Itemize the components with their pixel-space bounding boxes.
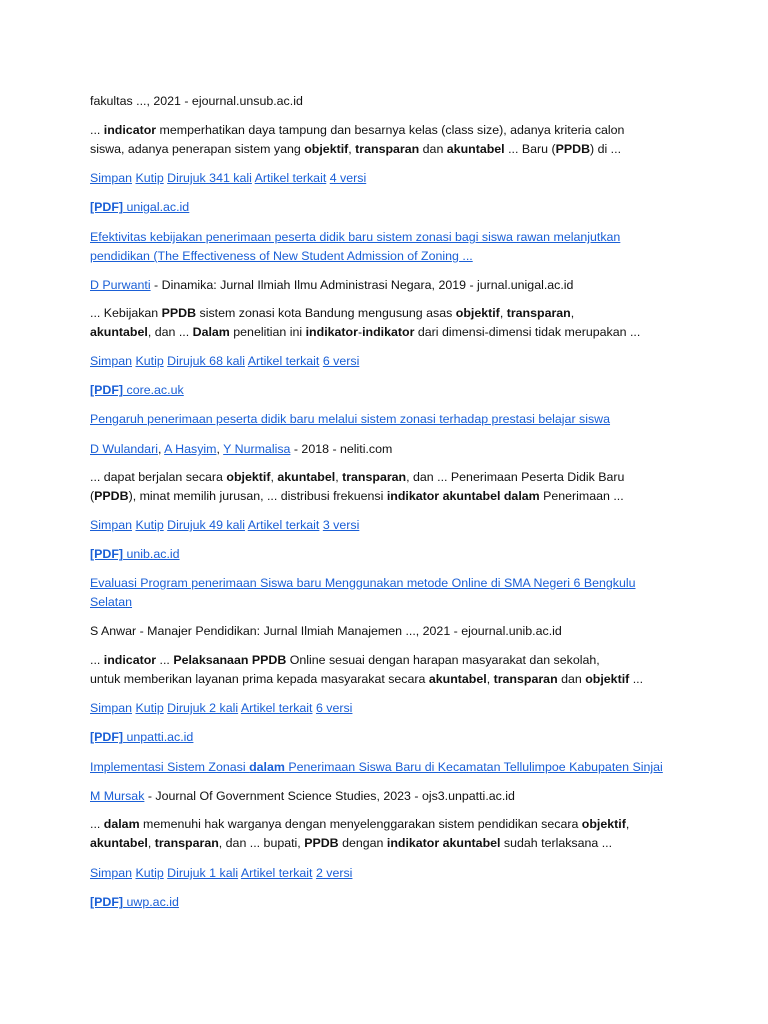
highlight-term: akuntabel <box>428 672 487 686</box>
highlight-term: objektif <box>226 470 271 484</box>
highlight-term: akuntabel <box>277 470 336 484</box>
pdf-link[interactable] <box>90 728 193 747</box>
result-title[interactable] <box>90 228 620 247</box>
text-segment: , <box>147 836 155 850</box>
save-link[interactable]: Simpan <box>90 866 133 880</box>
author-name: S Anwar <box>90 624 137 638</box>
text-segment: sudah terlaksana ... <box>500 836 613 850</box>
cited-by-link[interactable]: Dirujuk 341 kali <box>167 171 252 185</box>
result-title[interactable] <box>90 574 636 593</box>
result-snippet <box>90 834 612 853</box>
pdf-link[interactable] <box>90 545 180 564</box>
result-title-segment[interactable]: Selatan <box>90 595 133 609</box>
versions-link[interactable]: 6 versi <box>322 354 360 368</box>
text-segment: ( <box>90 489 95 503</box>
text-segment: dengan <box>338 836 387 850</box>
result-snippet <box>90 670 643 689</box>
text-segment: memperhatikan daya tampung dan besarnya kelas (class size), adanya kriteria calon <box>156 123 625 137</box>
result-title-segment[interactable]: Evaluasi Program penerimaan Siswa baru Menggunakan metode Online di SMA Negeri 6 Bengkulu <box>90 576 636 590</box>
result-snippet <box>90 323 640 342</box>
text-segment: , <box>348 142 356 156</box>
text-segment: ... <box>629 672 644 686</box>
text-segment: siswa, adanya penerapan sistem yang <box>90 142 305 156</box>
related-articles-link[interactable]: Artikel terkait <box>247 354 320 368</box>
result-actions <box>90 352 359 371</box>
pdf-source[interactable]: uwp.ac.id <box>126 895 179 909</box>
result-actions <box>90 864 352 883</box>
highlight-term: transparan <box>493 672 558 686</box>
cite-link[interactable]: Kutip <box>135 518 164 532</box>
result-meta <box>90 622 562 641</box>
pdf-link[interactable] <box>90 381 184 400</box>
result-snippet <box>90 468 624 487</box>
cited-by-link[interactable]: Dirujuk 1 kali <box>167 866 239 880</box>
result-title-segment[interactable]: Pengaruh penerimaan peserta didik baru melalui sistem zonasi terhadap prestasi belajar siswa <box>90 412 611 426</box>
text-segment: ... <box>90 817 104 831</box>
text-segment: sistem zonasi kota Bandung mengusung asas <box>196 306 456 320</box>
text-segment: , <box>625 817 630 831</box>
highlight-term: objektif <box>304 142 349 156</box>
result-actions <box>90 169 366 188</box>
text-segment: ) di ... <box>590 142 622 156</box>
result-meta <box>90 92 303 111</box>
text-segment: , dan ... Penerimaan Peserta Didik Baru <box>406 470 625 484</box>
pdf-tag[interactable]: [PDF] <box>90 895 124 909</box>
highlight-term: akuntabel <box>90 325 148 339</box>
highlight-term: objektif <box>455 306 500 320</box>
highlight-term: indikator <box>305 325 358 339</box>
publication-info: - Manajer Pendidikan: Jurnal Ilmiah Manajemen ..., 2021 - ejournal.unib.ac.id <box>136 624 562 638</box>
text-segment: ... <box>156 653 174 667</box>
pdf-tag[interactable]: [PDF] <box>90 383 124 397</box>
text-segment: ... <box>90 123 104 137</box>
text-segment: Penerimaan ... <box>539 489 624 503</box>
result-snippet <box>90 487 624 506</box>
pdf-tag[interactable]: [PDF] <box>90 547 124 561</box>
result-title-segment[interactable]: dalam <box>249 760 285 774</box>
pdf-source[interactable]: unpatti.ac.id <box>126 730 194 744</box>
result-meta <box>90 787 515 806</box>
text-segment: - <box>357 325 363 339</box>
author-link[interactable]: A Hasyim <box>164 442 217 456</box>
versions-link[interactable]: 3 versi <box>322 518 360 532</box>
author-link[interactable]: Y Nurmalisa <box>223 442 291 456</box>
result-snippet <box>90 815 629 834</box>
highlight-term: akuntabel <box>90 836 148 850</box>
text-segment: ... Baru ( <box>504 142 556 156</box>
text-segment: dan <box>557 672 586 686</box>
result-actions <box>90 699 352 718</box>
versions-link[interactable]: 2 versi <box>315 866 353 880</box>
cited-by-link[interactable]: Dirujuk 2 kali <box>167 701 239 715</box>
cite-link[interactable]: Kutip <box>135 866 164 880</box>
author-link[interactable]: M Mursak <box>90 789 145 803</box>
text-segment: Online sesuai dengan harapan masyarakat dan sekolah, <box>286 653 600 667</box>
cited-by-link[interactable]: Dirujuk 68 kali <box>167 354 245 368</box>
highlight-term: PPDB <box>94 489 129 503</box>
save-link[interactable]: Simpan <box>90 518 133 532</box>
pdf-source[interactable]: unigal.ac.id <box>126 200 190 214</box>
result-snippet <box>90 121 624 140</box>
text-segment: , <box>499 306 507 320</box>
text-segment: ... <box>90 653 104 667</box>
related-articles-link[interactable]: Artikel terkait <box>240 701 313 715</box>
highlight-term: PPDB <box>304 836 339 850</box>
highlight-term: PPDB <box>161 306 197 320</box>
pdf-link[interactable] <box>90 893 179 912</box>
text-segment: , <box>570 306 575 320</box>
related-articles-link[interactable]: Artikel terkait <box>247 518 320 532</box>
highlight-term: transparan <box>506 306 571 320</box>
publication-info: - Dinamika: Jurnal Ilmiah Ilmu Administrasi Negara, 2019 - jurnal.unigal.ac.id <box>150 278 574 292</box>
highlight-term: dalam <box>103 817 140 831</box>
result-title-segment[interactable]: Efektivitas kebijakan penerimaan peserta didik baru sistem zonasi bagi siswa rawan melanjutkan <box>90 230 621 244</box>
result-title-segment[interactable]: pendidikan (The Effectiveness of New Student Admission of Zoning ... <box>90 249 473 263</box>
publication-info: - 2018 - neliti.com <box>290 442 393 456</box>
related-articles-link[interactable]: Artikel terkait <box>240 866 313 880</box>
author-name: , <box>216 442 224 456</box>
author-name: , <box>157 442 165 456</box>
versions-link[interactable]: 4 versi <box>329 171 367 185</box>
highlight-term: PPDB <box>555 142 591 156</box>
save-link[interactable]: Simpan <box>90 354 133 368</box>
result-snippet <box>90 140 621 159</box>
cite-link[interactable]: Kutip <box>135 701 164 715</box>
versions-link[interactable]: 6 versi <box>315 701 353 715</box>
pdf-link[interactable] <box>90 198 189 217</box>
cite-link[interactable]: Kutip <box>135 171 164 185</box>
result-snippet <box>90 651 600 670</box>
pdf-source[interactable]: core.ac.uk <box>126 383 184 397</box>
cite-link[interactable]: Kutip <box>135 354 164 368</box>
highlight-term: indikator akuntabel dalam <box>386 489 540 503</box>
highlight-term: Dalam <box>192 325 230 339</box>
text-segment: , <box>486 672 494 686</box>
result-title-segment[interactable]: Penerimaan Siswa Baru di Kecamatan Tellulimpoe Kabupaten Sinjai <box>284 760 663 774</box>
highlight-term: Pelaksanaan PPDB <box>173 653 287 667</box>
save-link[interactable]: Simpan <box>90 171 133 185</box>
cited-by-link[interactable]: Dirujuk 49 kali <box>167 518 245 532</box>
text-segment: , dan ... bupati, <box>218 836 305 850</box>
text-segment: dan <box>419 142 447 156</box>
result-meta <box>90 440 392 459</box>
save-link[interactable]: Simpan <box>90 701 133 715</box>
text-segment: penelitian ini <box>229 325 306 339</box>
result-title[interactable] <box>90 410 610 429</box>
pdf-source[interactable]: unib.ac.id <box>126 547 180 561</box>
pdf-tag[interactable]: [PDF] <box>90 730 124 744</box>
result-title[interactable] <box>90 758 663 777</box>
text-segment: ... dapat berjalan secara <box>90 470 227 484</box>
highlight-term: indicator <box>103 123 157 137</box>
highlight-term: indikator akuntabel <box>386 836 501 850</box>
author-link[interactable]: D Wulandari <box>90 442 158 456</box>
publication-info: fakultas ..., 2021 - ejournal.unsub.ac.id <box>90 94 303 108</box>
author-link[interactable]: D Purwanti <box>90 278 151 292</box>
related-articles-link[interactable]: Artikel terkait <box>254 171 327 185</box>
text-segment: dari dimensi-dimensi tidak merupakan ... <box>414 325 641 339</box>
text-segment: , dan ... <box>147 325 193 339</box>
text-segment: untuk memberikan layanan prima kepada masyarakat secara <box>90 672 429 686</box>
result-meta <box>90 276 573 295</box>
highlight-term: transparan <box>355 142 420 156</box>
text-segment: memenuhi hak warganya dengan menyelenggarakan sistem pendidikan secara <box>139 817 582 831</box>
result-title[interactable] <box>90 593 132 612</box>
highlight-term: objektif <box>581 817 626 831</box>
highlight-term: indicator <box>103 653 157 667</box>
publication-info: - Journal Of Government Science Studies, 2023 - ojs3.unpatti.ac.id <box>144 789 515 803</box>
highlight-term: transparan <box>154 836 219 850</box>
highlight-term: akuntabel <box>446 142 505 156</box>
pdf-tag[interactable]: [PDF] <box>90 200 124 214</box>
text-segment: , <box>270 470 278 484</box>
result-snippet <box>90 304 574 323</box>
result-title[interactable] <box>90 247 473 266</box>
highlight-term: transparan <box>342 470 407 484</box>
text-segment: , <box>335 470 343 484</box>
text-segment: ... Kebijakan <box>90 306 162 320</box>
result-actions <box>90 516 359 535</box>
text-segment: ), minat memilih jurusan, ... distribusi frekuensi <box>128 489 387 503</box>
highlight-term: indikator <box>362 325 415 339</box>
result-title-segment[interactable]: Implementasi Sistem Zonasi <box>90 760 250 774</box>
highlight-term: objektif <box>585 672 630 686</box>
